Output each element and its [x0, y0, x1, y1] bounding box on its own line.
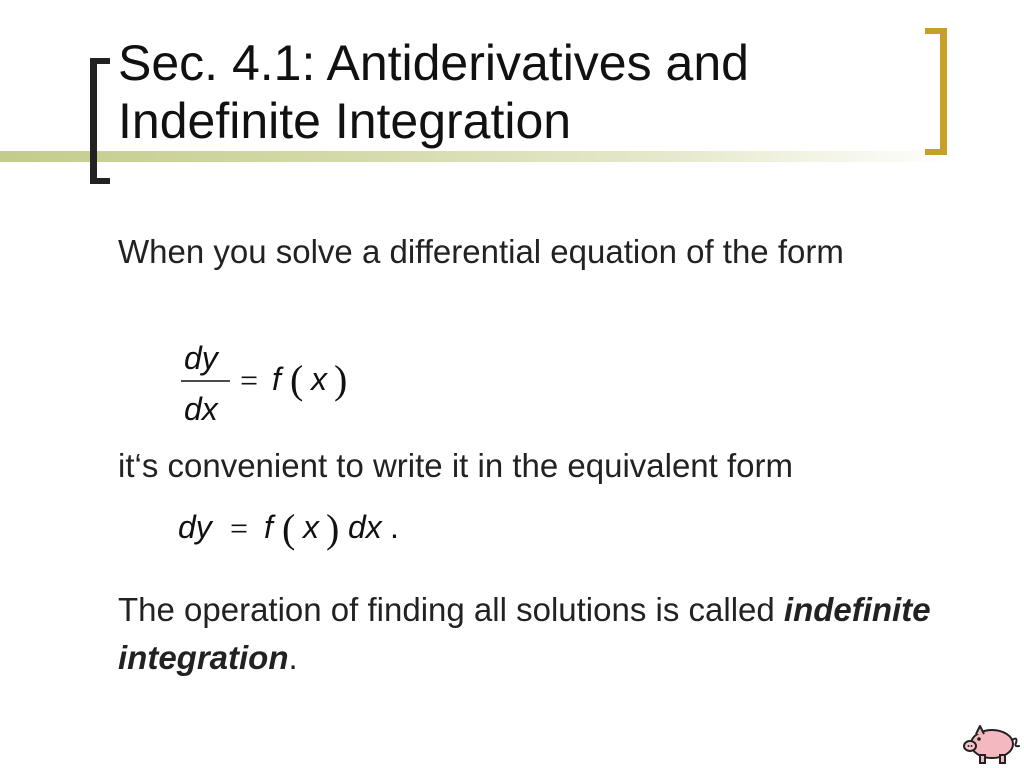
definition-suffix: . [288, 639, 298, 676]
slide-title [118, 34, 918, 150]
pig-icon [962, 722, 1020, 766]
right-bracket-decoration [925, 28, 947, 155]
equation-dy-dx-fraction [176, 337, 366, 435]
title-line-1: Sec. 4.1: Antiderivatives and [118, 35, 749, 91]
lhs-dy: dy [178, 509, 212, 545]
defined-term: indefinite integration [118, 591, 931, 676]
close-paren: ) [334, 357, 348, 402]
equivalent-form-paragraph: it‘s convenient to write it in the equivalent form [118, 447, 794, 484]
period: . [390, 509, 399, 545]
close-paren-2: ) [326, 506, 340, 551]
equals-sign-2: = [230, 510, 249, 546]
title-underline-band [0, 151, 960, 162]
equation-differential-form [172, 502, 412, 556]
left-bracket-decoration [90, 58, 110, 184]
equals-sign: = [240, 362, 259, 398]
fraction-numerator: dy [184, 340, 218, 376]
definition-prefix: The operation of finding all solutions is called [118, 591, 775, 628]
variable-x: x [311, 361, 327, 397]
variable-x-2: x [303, 509, 319, 545]
function-f: f [272, 361, 281, 397]
definition-paragraph [118, 586, 978, 682]
title-line-2: Indefinite Integration [118, 93, 572, 149]
intro-paragraph: When you solve a differential equation of the form [118, 233, 844, 270]
function-f-2: f [264, 509, 273, 545]
open-paren: ( [290, 357, 304, 402]
differential-dx: dx [348, 509, 382, 545]
fraction-denominator: dx [184, 391, 218, 427]
open-paren-2: ( [282, 506, 296, 551]
